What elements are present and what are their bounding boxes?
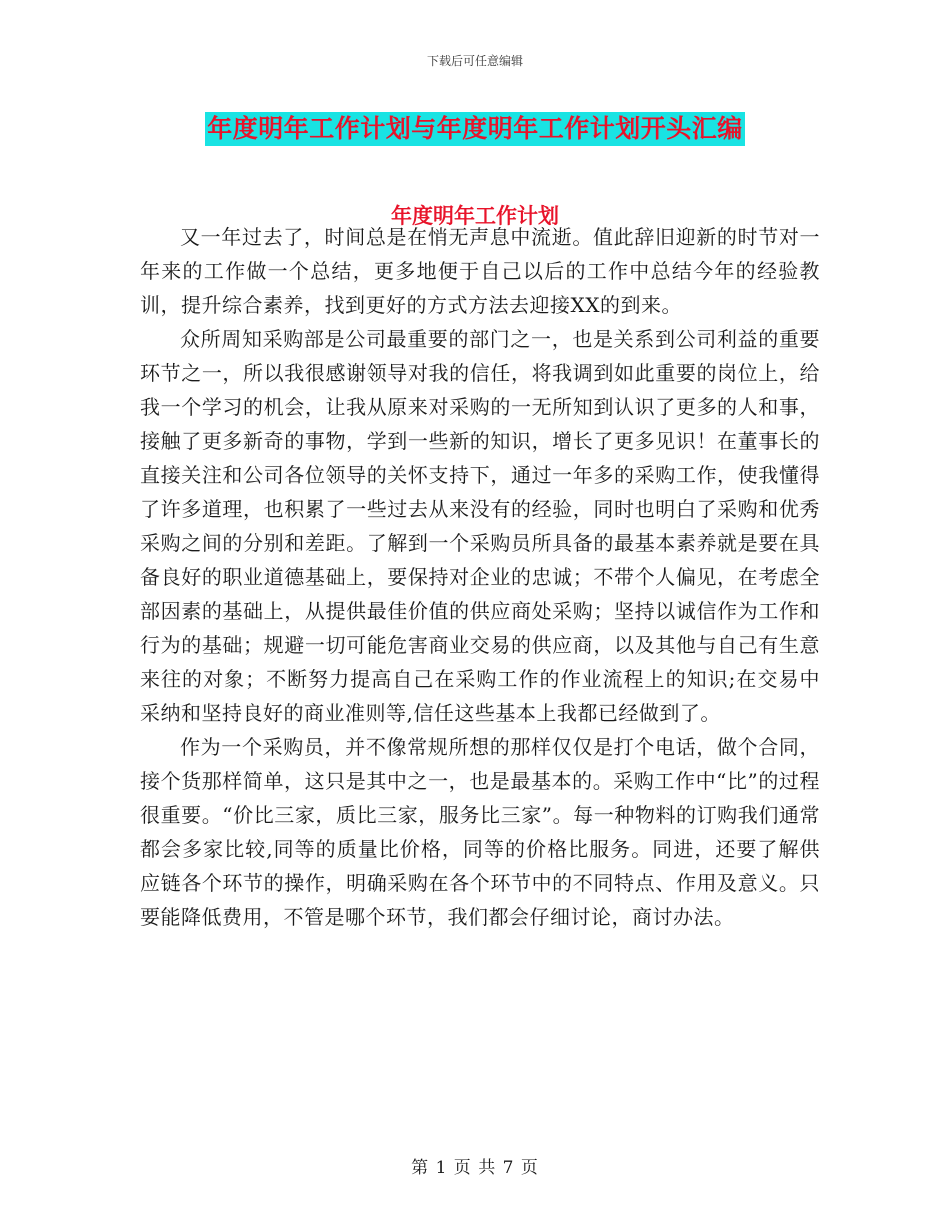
document-body — [140, 220, 820, 934]
page-footer-number: 第 1 页 共 7 页 — [411, 1158, 539, 1178]
section-heading: 年度明年工作计划 — [391, 204, 559, 228]
paragraph-3: 作为一个采购员，并不像常规所想的那样仅仅是打个电话，做个合同，接个货那样简单，这只是其中之一，也是最基本的。采购工作中“比”的过程很重要。“价比三家，质比三家，服务比三家”。每一种物料的订购我们通常都会多家比较,同等的质量比价格，同等的价格比服务。同进，还要了解供应链各个环节的操作，明确采购在各个环节中的不同特点、作用及意义。只要能降低费用，不管是哪个环节，我们都会仔细讨论，商讨办法。 — [140, 735, 820, 929]
paragraph-2: 众所周知采购部是公司最重要的部门之一，也是关系到公司利益的重要环节之一，所以我很感谢领导对我的信任，将我调到如此重要的岗位上，给我一个学习的机会，让我从原来对采购的一无所知到认识了更多的人和事，接触了更多新奇的事物，学到一些新的知识，增长了更多见识！在董事长的直接关注和公司各位领导的关怀支持下，通过一年多的采购工作，使我懂得了许多道理，也积累了一些过去从来没有的经验，同时也明白了采购和优秀采购之间的分别和差距。了解到一个采购员所具备的最基本素养就是要在具备良好的职业道德基础上，要保持对企业的忠诚；不带个人偏见，在考虑全部因素的基础上，从提供最佳价值的供应商处采购；坚持以诚信作为工作和行为的基础；规避一切可能危害商业交易的供应商，以及其他与自己有生意来往的对象；不断努力提高自己在采购工作的作业流程上的知识;在交易中采纳和坚持良好的商业准则等,信任这些基本上我都已经做到了。 — [140, 327, 820, 725]
paragraph-1: 又一年过去了，时间总是在悄无声息中流逝。值此辞旧迎新的时节对一年来的工作做一个总结，更多地便于自己以后的工作中总结今年的经验教训，提升综合素养，找到更好的方式方法去迎接XX的到来。 — [140, 225, 820, 317]
document-title-container — [0, 112, 950, 146]
page-header-note: 下载后可任意编辑 — [426, 54, 523, 68]
document-title: 年度明年工作计划与年度明年工作计划开头汇编 — [205, 112, 745, 146]
